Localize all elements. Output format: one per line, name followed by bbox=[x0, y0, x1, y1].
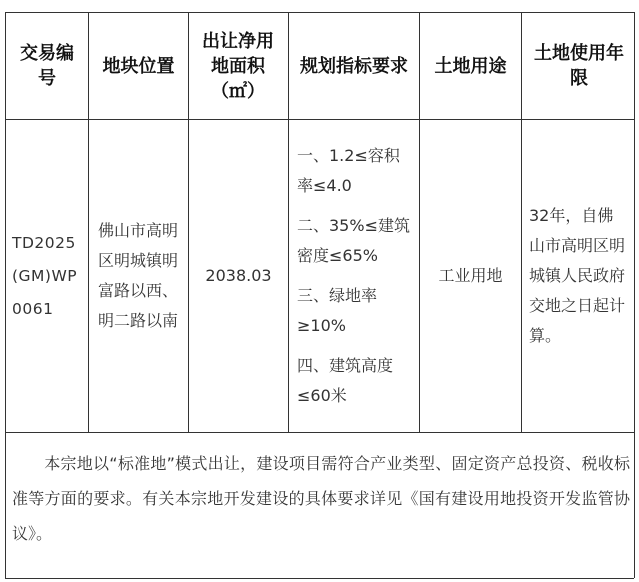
note-text: 本宗地以“标准地”模式出让，建设项目需符合产业类型、固定资产总投资、税收标准等方面的要求。有关本宗地开发建设的具体要求详见《国有建设用地投资开发监管协议》。 bbox=[12, 454, 630, 543]
cell-location bbox=[98, 120, 180, 432]
indicator-item: 四、建筑高度≤60米 bbox=[297, 356, 394, 405]
table-bottom-border bbox=[5, 578, 634, 579]
header-term-text: 土地使用年限 bbox=[534, 43, 624, 89]
header-land-use-text: 土地用途 bbox=[434, 55, 507, 77]
indicator-item: 一、1.2≤容积率≤4.0 bbox=[297, 146, 400, 195]
cell-land-use bbox=[420, 120, 521, 432]
header-location-text: 地块位置 bbox=[102, 55, 175, 77]
cell-term-text: 32年，自佛山市高明区明城镇人民政府交地之日起计算。 bbox=[529, 206, 626, 345]
header-land-use bbox=[420, 13, 521, 119]
table-right-border bbox=[634, 12, 635, 578]
header-term bbox=[534, 13, 624, 119]
header-location bbox=[89, 13, 188, 119]
indicator-item: 三、绿地率≥10% bbox=[297, 286, 378, 335]
header-area-text: 出让净用地面积（㎡） bbox=[202, 30, 274, 102]
header-trade-no-text: 交易编号 bbox=[20, 43, 74, 89]
header-trade-no bbox=[14, 13, 80, 119]
cell-trade-no-text: TD2025(GM)WP0061 bbox=[12, 233, 78, 318]
indicator-item: 二、35%≤建筑密度≤65% bbox=[297, 216, 410, 265]
header-area bbox=[195, 13, 281, 119]
col-divider-5 bbox=[521, 12, 522, 432]
cell-trade-no bbox=[12, 120, 80, 432]
note-paragraph bbox=[12, 446, 630, 551]
header-indicators bbox=[289, 13, 419, 119]
cell-area bbox=[189, 120, 288, 432]
row-bottom-border bbox=[5, 432, 634, 433]
header-indicators-text: 规划指标要求 bbox=[300, 55, 408, 77]
cell-indicators bbox=[297, 120, 413, 432]
cell-area-text: 2038.03 bbox=[205, 266, 272, 285]
cell-land-use-text: 工业用地 bbox=[438, 266, 503, 285]
cell-location-text: 佛山市高明区明城镇明富路以西、明二路以南 bbox=[98, 221, 179, 330]
cell-term bbox=[529, 120, 629, 432]
table-left-border bbox=[5, 12, 6, 578]
